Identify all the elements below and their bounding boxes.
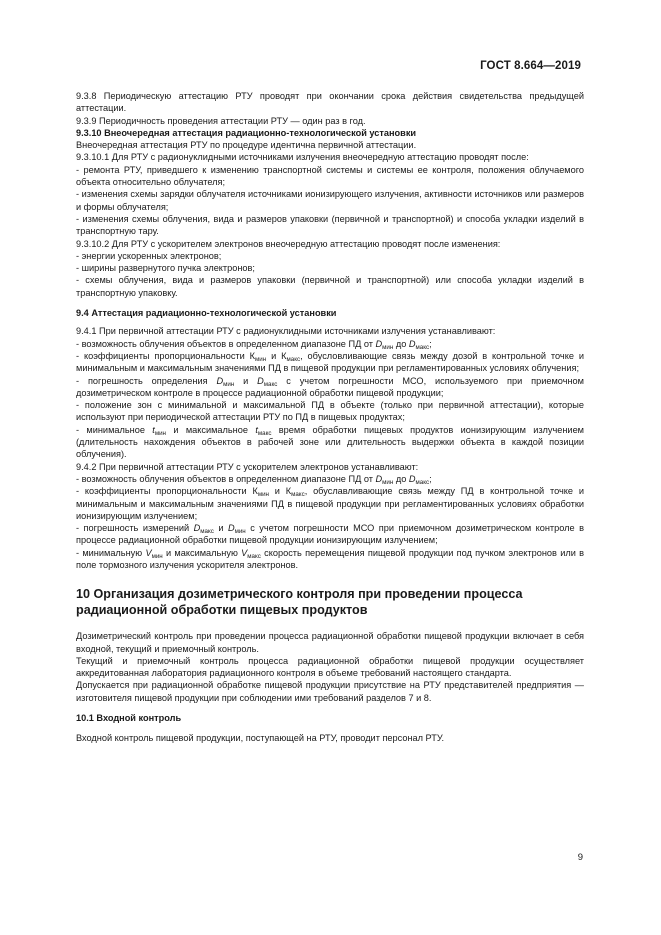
document-code: ГОСТ 8.664—2019 <box>480 60 581 72</box>
list-item: - изменения схемы зарядки облучателя источниками ионизирующего излучения, активности источников или размеров и формы облучателя; <box>76 189 584 212</box>
list-item: - погрешность измерений $D_{макс}$ и $D_{мин}$ с учетом погрешности МСО при приемочном дозиметрическом контроле в процессе радиационной обработки пищевой продукции ионизирующим излучением; <box>76 523 584 546</box>
paragraph-9-3-10-2: 9.3.10.2 Для РТУ с ускорителем электронов внеочередную аттестацию проводят после изменения: <box>76 238 501 249</box>
paragraph-9-3-8: 9.3.8 Периодическую аттестацию РТУ проводят при окончании срока действия свидетельства предыдущей аттестации. <box>76 91 584 114</box>
heading-9-4: 9.4 Аттестация радиационно-технологической установки <box>76 308 337 319</box>
list-item: - энергии ускоренных электронов; <box>76 250 222 261</box>
paragraph-9-3-10-1: 9.3.10.1 Для РТУ с радионуклидными источниками излучения внеочередную аттестацию проводят после: <box>76 152 529 163</box>
heading-section-10: 10 Организация дозиметрического контроля при проведении процесса радиационной обработки пищевых продуктов <box>76 587 523 617</box>
paragraph-10-1: Дозиметрический контроль при проведении процесса радиационной обработки пищевой продукции включает в себя входной, текущий и приемочный контроль. <box>76 631 584 654</box>
list-item: - возможность облучения объектов в определенном диапазоне ПД от $D_{мин}$ до $D_{макс}$; <box>76 338 432 351</box>
list-item: - коэффициенты пропорциональности $К_{мин}$ и $К_{макс}$, обуславливающие связь между ПД в контрольной точке и минимальным и максимальным значениями ПД в пищевой продукции при регламентированных условиях обработки ионизирующим излучением; <box>76 486 584 521</box>
paragraph-9-4-2: 9.4.2 При первичной аттестации РТУ с ускорителем электронов устанавливают: <box>76 461 419 472</box>
page-number: 9 <box>577 852 583 863</box>
list-item: - положение зон с минимальной и максимальной ПД в объекте (только при первичной аттестации), которые используют при периодической аттестации РТУ по ПД в пищевых продуктах; <box>76 400 584 423</box>
paragraph-10-3: Допускается при радиационной обработке пищевой продукции присутствие на РТУ представителей предприятия — изготовителя пищевой продукции при соблюдении ими требований разделов 7 и 8. <box>76 680 584 703</box>
list-item: - погрешность определения $D_{мин}$ и $D_{макс}$ с учетом погрешности МСО, используемого при приемочном дозиметрическом контроле в процессе радиационной обработки пищевой продукции; <box>76 375 584 398</box>
list-item: - коэффициенты пропорциональности $К_{мин}$ и $К_{макс}$, обусловливающие связь между дозой в контрольной точке и минимальным и максимальным значениями ПД в пищевой продукции при регламентированных условиях облучения; <box>76 350 584 374</box>
paragraph-10-1-text: Входной контроль пищевой продукции, поступающей на РТУ, проводит персонал РТУ. <box>76 733 445 744</box>
paragraph-9-3-10-text: Внеочередная аттестация РТУ по процедуре идентична первичной аттестации. <box>76 140 417 151</box>
list-item: - минимальную $V_{мин}$ и максимальную $V_{макс}$ скорость перемещения пищевой продукции под пучком электронов или в поле тормозного излучения ускорителя электронов. <box>76 547 585 570</box>
heading-10-1: 10.1 Входной контроль <box>76 713 182 724</box>
list-item: - ремонта РТУ, приведшего к изменению транспортной системы и системы ее контроля, положения облучаемого объекта относительно облучателя; <box>76 164 584 188</box>
paragraph-9-3-9: 9.3.9 Периодичность проведения аттестации РТУ — один раз в год. <box>76 115 366 126</box>
heading-9-3-10: 9.3.10 Внеочередная аттестация радиационно-технологической установки <box>76 127 417 138</box>
list-item: - схемы облучения, вида и размеров упаковки (первичной и транспортной) или способа укладки изделий в транспортную упаковку. <box>76 275 584 298</box>
list-item: - ширины развернутого пучка электронов; <box>76 263 255 274</box>
paragraph-10-2: Текущий и приемочный контроль процесса радиационной обработки пищевой продукции осуществляет аккредитованная лаборатория радиационного контроля в объеме требований настоящего стандарта. <box>76 655 584 679</box>
document-body <box>76 90 584 745</box>
list-item: - изменения схемы облучения, вида и размеров упаковки (первичной и транспортной) и способа укладки изделий в транспортную тару. <box>76 213 584 237</box>
list-item: - возможность облучения объектов в определенном диапазоне ПД от $D_{мин}$ до $D_{макс}$; <box>76 473 432 486</box>
list-item: - минимальное $t_{мин}$ и максимальное $t_{макс}$ время обработки пищевых продуктов ионизирующим излучением (длительность нахождения объектов в рабочей зоне или длительность выдержки объекта в каждой позиции облучения). <box>76 424 584 460</box>
paragraph-9-4-1: 9.4.1 При первичной аттестации РТУ с радионуклидными источниками излучения устанавливают: <box>76 326 496 337</box>
